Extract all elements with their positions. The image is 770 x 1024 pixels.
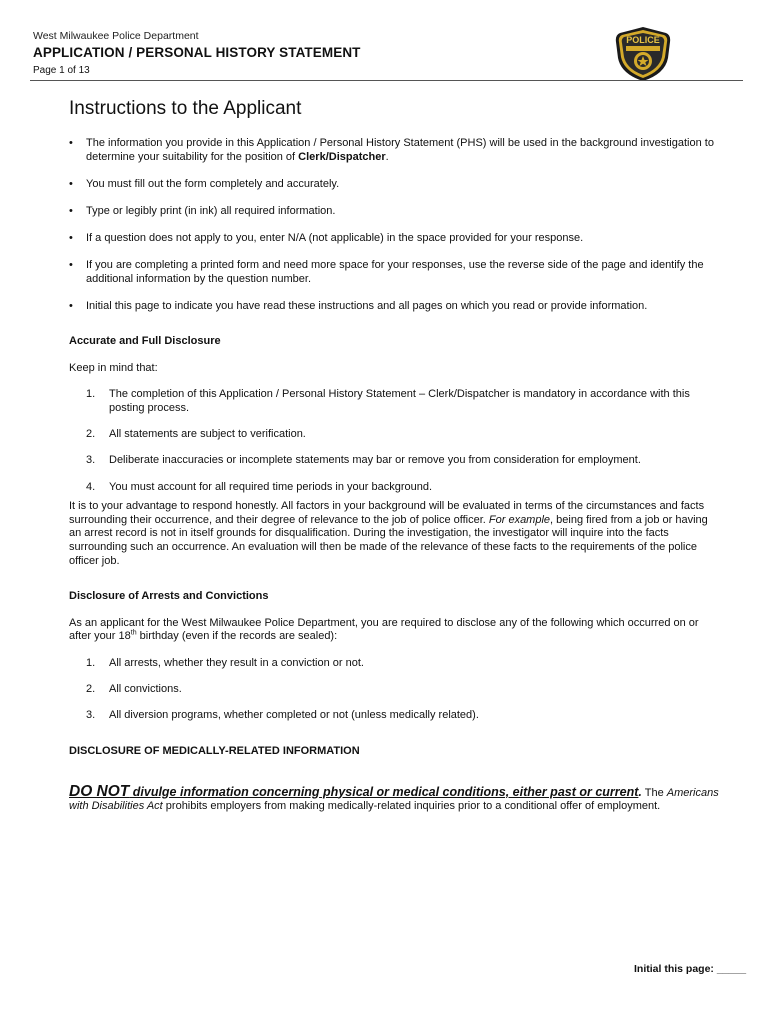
disclosure-paragraph: It is to your advantage to respond honestly. All factors in your background will be evaluated in terms of the circumstances and facts surrounding their occurrence, and their degree of relevance to the job of police officer. For example, being fired from a job or having an arrest record is not in itself grounds for disqualification. During the investigation, the investigator will inquire into the facts surrounding such an occurrence. An evaluation will then be made of the relevance of these facts to the requirements of the police officer job. [69, 500, 708, 567]
list-item: 4. You must account for all required time periods in your background. [86, 480, 433, 493]
list-item: 3. All diversion programs, whether completed or not (unless medically related). [86, 709, 479, 722]
header-divider [30, 80, 743, 81]
list-item: • If you are completing a printed form and need more space for your responses, use the reverse side of the page and identify the additional information by the question number. [69, 259, 719, 286]
form-title: APPLICATION / PERSONAL HISTORY STATEMENT [33, 45, 361, 60]
section-heading-disclosure: Accurate and Full Disclosure [69, 335, 221, 348]
list-item: • Initial this page to indicate you have read these instructions and all pages on which you read or provide information. [69, 300, 719, 314]
list-item: • You must fill out the form completely and accurately. [69, 178, 719, 192]
document-header [33, 30, 361, 76]
section-heading-arrests: Disclosure of Arrests and Convictions [69, 590, 269, 603]
section-heading-medical: DISCLOSURE OF MEDICALLY-RELATED INFORMATION [69, 744, 360, 757]
list-item: 2. All statements are subject to verification. [86, 428, 306, 441]
arrests-intro: As an applicant for the West Milwaukee Police Department, you are required to disclose any of the following which occurred on or after your 18th birthday (even if the records are sealed): [69, 616, 699, 643]
police-badge-icon [614, 26, 672, 82]
list-item: 2. All convictions. [86, 683, 182, 696]
disclosure-intro: Keep in mind that: [69, 361, 158, 374]
list-item: • Type or legibly print (in ink) all required information. [69, 205, 719, 219]
instructions-heading: Instructions to the Applicant [69, 98, 302, 119]
initial-field[interactable]: Initial this page: _____ [634, 963, 747, 975]
list-item: • If a question does not apply to you, enter N/A (not applicable) in the space provided for your response. [69, 232, 719, 246]
medical-warning: DO NOT divulge information concerning physical or medical conditions, either past or current. The Americans with Disabilities Act prohibits employers from making medically-related inquiries prior to a conditional offer of employment. [69, 782, 719, 813]
list-item: 1. The completion of this Application / Personal History Statement – Clerk/Dispatcher is mandatory in accordance with this posting process. [86, 388, 690, 415]
page-number: Page 1 of 13 [33, 65, 90, 76]
badge-text: POLICE [626, 35, 660, 45]
department-name: West Milwaukee Police Department [33, 30, 199, 42]
position-name: Clerk/Dispatcher [298, 150, 386, 163]
list-item: 3. Deliberate inaccuracies or incomplete statements may bar or remove you from consideration for employment. [86, 454, 641, 467]
list-item: • The information you provide in this Application / Personal History Statement (PHS) will be used in the background investigation to determine your suitability for the position of Clerk/Dispatcher. [69, 137, 719, 164]
list-item: 1. All arrests, whether they result in a conviction or not. [86, 656, 364, 669]
page-body [69, 97, 719, 814]
